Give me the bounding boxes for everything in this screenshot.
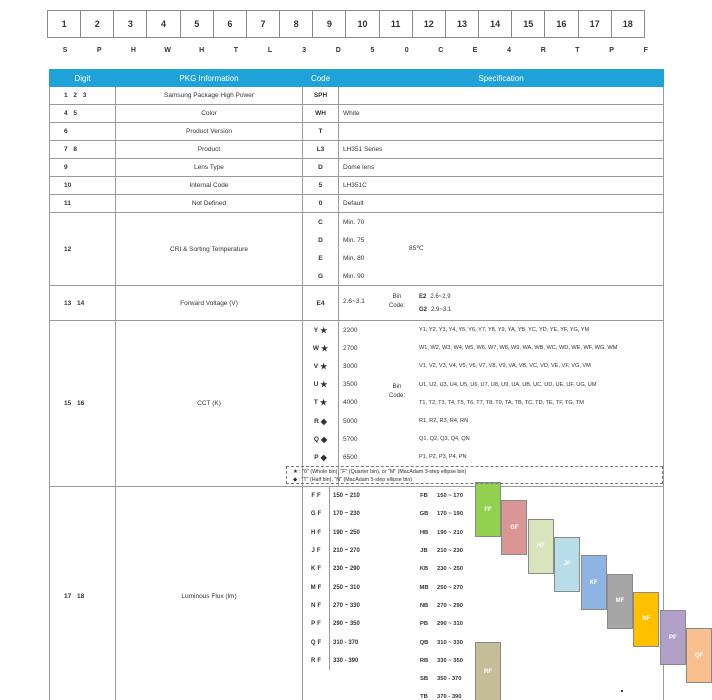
flux-range: 150 ~ 210: [333, 493, 360, 500]
flux-bin-code: PB: [419, 621, 429, 628]
flux-bin-row: [411, 578, 463, 596]
cct-bin-list: T1, T2, T3, T4, T5, T6, T7, T8, T9, TA, TB, TC, TD, TE, TF, TG, TM: [419, 399, 584, 406]
flux-code: KF: [311, 566, 323, 573]
code-letter: W: [164, 46, 171, 54]
star-icon: ★: [320, 361, 328, 371]
flux-bin-range: 170 ~ 190: [437, 511, 463, 518]
row-info: Internal Code: [116, 177, 303, 195]
row-info: Luminous Flux (lm): [116, 487, 303, 700]
flux-bin-range: 350 - 370: [437, 676, 462, 683]
flux-code: JF: [311, 548, 323, 555]
flux-range: 270 ~ 330: [333, 602, 360, 609]
row-digit: 4 5: [50, 105, 116, 123]
header-code: Code: [303, 70, 339, 87]
legend-line: ★ : "0" (Whole bin), "F" (Quarter bin), or "M" (MacAdam 3-step ellipse bin): [293, 469, 467, 475]
row-spec: LH351C: [339, 177, 664, 195]
flux-bin-row: [411, 633, 463, 651]
flux-bin-row: [411, 524, 463, 542]
row-spec: [339, 123, 664, 141]
luminous-flux-row: [50, 487, 664, 700]
flux-range-box: GF: [501, 500, 527, 555]
flux-code-row: [305, 578, 360, 596]
flux-code-row: [305, 560, 360, 578]
row-code: SPH: [303, 87, 339, 105]
flux-bin-range: 310 ~ 330: [437, 639, 463, 646]
cri-code: E: [318, 254, 323, 262]
voltage-bin: G2 2.9~3.1: [419, 306, 452, 313]
code-example-row: [48, 42, 663, 58]
row-code: 0: [303, 195, 339, 213]
cct-value: 2700: [343, 344, 358, 352]
flux-code: HF: [311, 529, 323, 536]
row-info: Lens Type: [116, 159, 303, 177]
cct-value: 4000: [343, 399, 358, 407]
row-spec: Default: [339, 195, 664, 213]
forward-voltage-range: 2.6~3.1: [343, 298, 365, 305]
row-code: WH: [303, 105, 339, 123]
flux-bin-row: [411, 597, 463, 615]
code-letter: C: [438, 46, 444, 54]
cri-value: Min. 90: [343, 272, 365, 280]
part-number-table: [49, 69, 704, 700]
flux-bin-code: GB: [419, 511, 429, 518]
flux-bin-row: [411, 487, 463, 505]
digit-cell: 6: [213, 10, 247, 38]
code-letter: P: [96, 46, 102, 54]
flux-bin-code: JB: [420, 548, 428, 555]
digit-cell: 14: [478, 10, 512, 38]
code-letter: 4: [507, 46, 512, 54]
digit-cell: 2: [80, 10, 114, 38]
cri-code: D: [318, 236, 323, 244]
row-code: 5: [303, 177, 339, 195]
flux-bin-range: 370 - 390: [437, 694, 462, 700]
table-row: [50, 123, 664, 141]
row-info: Not Defined: [116, 195, 303, 213]
flux-bin-row: [411, 560, 463, 578]
cri-row: [50, 213, 664, 286]
flux-bin-range: 190 ~ 210: [437, 529, 463, 536]
row-digit: 13 14: [50, 286, 116, 321]
flux-range: 230 ~ 290: [333, 566, 360, 573]
cct-code: R ◆: [314, 416, 327, 426]
flux-code-row: [305, 505, 360, 523]
cct-value: 3500: [343, 381, 358, 389]
code-letter: 0: [404, 46, 409, 54]
cct-value: 5000: [343, 417, 358, 425]
flux-bin-code: KB: [419, 566, 429, 573]
flux-range: 310 - 370: [333, 639, 359, 646]
flux-range-box: HF: [528, 519, 554, 574]
flux-bin-row: [411, 615, 463, 633]
row-info: CRI & Sorting Temperature: [116, 213, 303, 286]
flux-bin-range: 230 ~ 250: [437, 566, 463, 573]
flux-code-row: [305, 524, 360, 542]
star-icon: ★: [320, 325, 328, 335]
voltage-bin: E2 2.6~2.9: [419, 293, 451, 300]
cri-value: Min. 70: [343, 218, 365, 226]
dot-mark: [621, 690, 623, 692]
flux-code: NF: [311, 602, 323, 609]
flux-range: 210 ~ 270: [333, 548, 360, 555]
cct-bin-list: P1, P2, P3, P4, PN: [419, 454, 467, 461]
flux-bin-code: SB: [419, 676, 429, 683]
cct-bin-list: R1, R2, R3, R4, RN: [419, 418, 469, 425]
cct-row: [50, 321, 664, 487]
code-letter: H: [199, 46, 205, 54]
bin-code-label: Bin Code:: [388, 294, 405, 309]
flux-range: 190 ~ 250: [333, 529, 360, 536]
digit-cell: 5: [180, 10, 214, 38]
cri-value: Min. 75: [343, 236, 365, 244]
flux-bin-code: HB: [419, 529, 429, 536]
flux-range: 290 ~ 350: [333, 621, 360, 628]
flux-code: PF: [311, 621, 323, 628]
flux-range-box: KF: [581, 555, 607, 610]
bin-code-label: Bin Code:: [388, 384, 405, 399]
cct-code: Q ◆: [313, 434, 328, 444]
code-letter: P: [609, 46, 614, 54]
code-letter: 3: [302, 46, 307, 54]
table-row: [50, 159, 664, 177]
flux-bin-range: 330 ~ 350: [437, 657, 463, 664]
flux-bin-range: 150 ~ 170: [437, 493, 463, 500]
digit-header-row: [48, 10, 663, 38]
table-row: [50, 105, 664, 123]
row-digit: 12: [50, 213, 116, 286]
table-header-row: [50, 70, 664, 87]
code-letter: F: [643, 46, 648, 54]
flux-bin-row: [411, 688, 463, 700]
digit-cell: 11: [379, 10, 413, 38]
star-icon: ★: [319, 398, 328, 408]
digit-cell: 13: [445, 10, 479, 38]
code-letter: S: [62, 46, 68, 54]
flux-range-box: RF: [475, 642, 501, 700]
diamond-icon: ◆: [320, 434, 328, 444]
forward-voltage-bins: [419, 290, 451, 316]
code-letter: H: [130, 46, 136, 54]
row-digit: 10: [50, 177, 116, 195]
luminous-flux-spec: [303, 487, 704, 700]
flux-bin-row: [411, 505, 463, 523]
flux-range-box: JF: [554, 537, 580, 592]
cct-bin-list: Q1, Q2, Q3, Q4, QN: [419, 436, 470, 443]
digit-cell: 12: [412, 10, 446, 38]
row-info: Color: [116, 105, 303, 123]
star-icon: ★: [320, 380, 328, 390]
flux-bin-row: [411, 670, 463, 688]
flux-code-row: [305, 487, 360, 505]
cri-codes: [303, 213, 339, 286]
flux-bin-code: QB: [419, 639, 429, 646]
digit-cell: 8: [279, 10, 313, 38]
row-code: L3: [303, 141, 339, 159]
flux-bin-row: [411, 652, 463, 670]
table-row: [50, 141, 664, 159]
cct-value: 6500: [343, 453, 358, 461]
cri-code: G: [317, 272, 324, 280]
flux-bin-row: [411, 542, 463, 560]
header-specification: Specification: [339, 70, 664, 87]
cct-code: V ★: [313, 361, 328, 371]
forward-voltage-spec: [339, 286, 664, 321]
flux-bin-code: FB: [420, 493, 428, 500]
row-code: D: [303, 159, 339, 177]
flux-bin-range: 270 ~ 290: [437, 602, 463, 609]
row-spec: Dome lens: [339, 159, 664, 177]
flux-code: MF: [310, 584, 324, 591]
flux-range: 330 - 390: [333, 657, 359, 664]
row-code: E4: [303, 286, 339, 321]
cri-code: C: [318, 218, 323, 226]
flux-bin-code: MB: [419, 584, 429, 591]
cct-bin-list: Y1, Y2, Y3, Y4, Y5, Y6, Y7, Y8, Y9, YA, YB, YC, YD, YE, YF, YG, YM: [419, 327, 590, 334]
flux-code: GF: [310, 511, 324, 518]
row-spec: LH351 Series: [339, 141, 664, 159]
row-info: Product: [116, 141, 303, 159]
digit-cell: 1: [47, 10, 81, 38]
cct-value: 5700: [343, 435, 358, 443]
row-info: CCT (K): [116, 321, 303, 487]
row-spec: White: [339, 105, 664, 123]
digit-cell: 3: [113, 10, 147, 38]
cct-code: Y ★: [313, 325, 328, 335]
digit-cell: 10: [345, 10, 379, 38]
row-digit: 9: [50, 159, 116, 177]
row-info: Forward Voltage (V): [116, 286, 303, 321]
cct-code: P ◆: [314, 452, 327, 462]
diamond-icon: ◆: [320, 452, 327, 462]
code-letter: D: [335, 46, 341, 54]
flux-bin-code: NB: [419, 602, 429, 609]
flux-bin-range: 290 ~ 310: [437, 621, 463, 628]
cct-codes: [303, 321, 339, 487]
row-digit: 15 16: [50, 321, 116, 487]
flux-code-row: [305, 615, 360, 633]
digit-cell: 15: [511, 10, 545, 38]
flux-bin-range: 250 ~ 270: [437, 584, 463, 591]
flux-bin-code: RB: [419, 657, 429, 664]
cct-code: T ★: [313, 398, 328, 408]
flux-code: FF: [311, 493, 323, 500]
table-row: [50, 87, 664, 105]
flux-code-row: [305, 633, 360, 651]
row-code: T: [303, 123, 339, 141]
code-letter: T: [575, 46, 580, 54]
code-letter: E: [472, 46, 478, 54]
cct-spec: [339, 321, 664, 487]
row-digit: 7 8: [50, 141, 116, 159]
cct-value: 3000: [343, 362, 358, 370]
header-pkg-info: PKG Information: [116, 70, 303, 87]
forward-voltage-row: [50, 286, 664, 321]
row-digit: 11: [50, 195, 116, 213]
digit-cell: 9: [312, 10, 346, 38]
cri-spec: [339, 213, 664, 286]
code-letter: 5: [370, 46, 375, 54]
cct-bin-list: U1, U2, U3, U4, U5, U6, U7, U8, U9, UA, UB, UC, UD, UE, UF, UG, UM: [419, 381, 597, 388]
flux-code-row: [305, 597, 360, 615]
cct-bin-list: V1, V2, V3, V4, V5, V6, V7, V8, V9, VA, VB, VC, VD, VE, VF, VG, VM: [419, 363, 591, 370]
flux-code-row: [305, 542, 360, 560]
digit-cell: 16: [544, 10, 578, 38]
flux-code: RF: [311, 657, 323, 664]
row-digit: 6: [50, 123, 116, 141]
flux-bin-range: 210 ~ 230: [437, 548, 463, 555]
flux-code: QF: [310, 639, 324, 646]
cct-bin-legend: [286, 466, 663, 484]
cct-bin-list: W1, W2, W3, W4, W5, W6, W7, W8, W9, WA, WB, WC, WD, WE, WF, WG, WM: [419, 345, 618, 352]
digit-cell: 18: [611, 10, 645, 38]
diamond-icon: ◆: [320, 416, 327, 426]
cct-code: U ★: [313, 380, 328, 390]
row-info: Samsung Package High Power: [116, 87, 303, 105]
flux-range-box: PF: [660, 610, 686, 665]
flux-range-box: QF: [686, 628, 712, 683]
code-letter: T: [233, 46, 238, 54]
legend-line: ◆ : "T" (Half bin), "N" (MacAdam 5-step ellipse bin): [293, 477, 413, 483]
digit-cell: 17: [578, 10, 612, 38]
table-row: [50, 195, 664, 213]
cct-code: W ★: [312, 343, 329, 353]
digit-cell: 4: [146, 10, 180, 38]
code-letter: R: [540, 46, 546, 54]
digit-cell: 7: [246, 10, 280, 38]
flux-range-box: MF: [607, 574, 633, 629]
flux-range-box: NF: [633, 592, 659, 647]
row-digit: 17 18: [50, 487, 116, 700]
header-digit: Digit: [50, 70, 116, 87]
flux-range: 250 ~ 310: [333, 584, 360, 591]
flux-range: 170 ~ 230: [333, 511, 360, 518]
cct-value: 2200: [343, 326, 358, 334]
cri-value: Min. 80: [343, 254, 365, 262]
flux-range-box: FF: [475, 482, 501, 537]
sorting-temperature: 85℃: [409, 245, 424, 252]
flux-bin-code: TB: [420, 694, 428, 700]
flux-code-row: [305, 652, 360, 670]
star-icon: ★: [320, 343, 329, 353]
row-info: Product Version: [116, 123, 303, 141]
row-spec: [339, 87, 664, 105]
table-row: [50, 177, 664, 195]
code-letter: L: [267, 46, 273, 54]
row-digit: 1 2 3: [50, 87, 116, 105]
